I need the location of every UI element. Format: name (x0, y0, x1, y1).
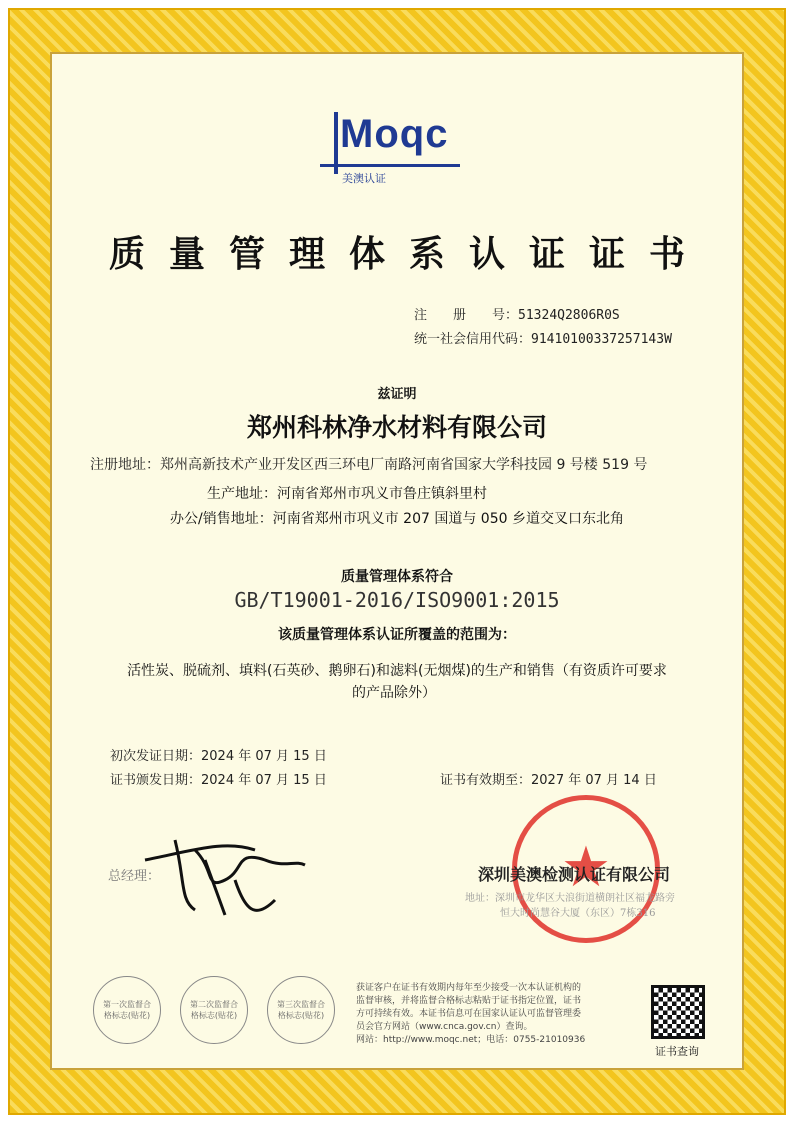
scope-line-1: 活性炭、脱硫剂、填料(石英砂、鹅卵石)和滤料(无烟煤)的生产和销售（有资质许可要求 (127, 663, 667, 679)
issuer-name: 深圳美澳检测认证有限公司 (478, 865, 671, 884)
standard: GB/T19001-2016/ISO9001:2015 (234, 588, 560, 612)
scope-label: 该质量管理体系认证所覆盖的范围为： (278, 627, 516, 643)
certify-label: 兹证明 (377, 387, 417, 402)
first-issue-date: 初次发证日期：2024 年 07 月 15 日 (110, 749, 327, 764)
registration-number: 注 册 号：51324Q2806R0S (414, 308, 620, 323)
supervision-stamp-1: 第一次监督合格标志(贴花) (93, 976, 161, 1044)
issuer-address-1: 地址：深圳市龙华区大浪街道横朗社区福龙路旁 (465, 893, 675, 904)
notice-text: 获证客户在证书有效期内每年至少接受一次本认证机构的 监督审核，并将监督合格标志粘贴于证书指定位置，证书 方可持续有效。本证书信息可在国家认证认可监督管理委 员会官方网站（www.cnca.gov.cn）查询。 网站：http://www.moqc.net；电话：0755-21010936 (356, 983, 586, 1045)
production-address: 生产地址：河南省郑州市巩义市鲁庄镇斜里村 (207, 486, 487, 502)
moqc-logo: Moqc 美澳认证 (320, 112, 460, 192)
issue-date: 证书颁发日期：2024 年 07 月 15 日 (110, 773, 327, 788)
supervision-stamp-2: 第二次监督合格标志(贴花) (180, 976, 248, 1044)
qr-code[interactable] (651, 985, 705, 1039)
signature (135, 820, 315, 930)
issuer-address-2: 恒大时尚慧谷大厦（东区）7栋316 (500, 908, 656, 919)
official-seal: ★ (512, 795, 660, 943)
qr-label: 证书查询 (655, 1045, 699, 1058)
company-name: 郑州科林净水材料有限公司 (246, 413, 547, 442)
scope-line-2: 的产品除外） (352, 685, 436, 701)
supervision-stamp-3: 第三次监督合格标志(贴花) (267, 976, 335, 1044)
office-address: 办公/销售地址：河南省郑州市巩义市 207 国道与 050 乡道交叉口东北角 (170, 511, 624, 527)
certificate-title: 质量管理体系认证证书 (108, 234, 709, 275)
conform-label: 质量管理体系符合 (341, 569, 453, 585)
expiry-date: 证书有效期至：2027 年 07 月 14 日 (440, 773, 657, 788)
general-manager-label: 总经理： (108, 869, 161, 884)
credit-code: 统一社会信用代码：91410100337257143W (414, 332, 672, 347)
registered-address: 注册地址：郑州高新技术产业开发区西三环电厂南路河南省国家大学科技园 9 号楼 519 号 (90, 457, 648, 473)
